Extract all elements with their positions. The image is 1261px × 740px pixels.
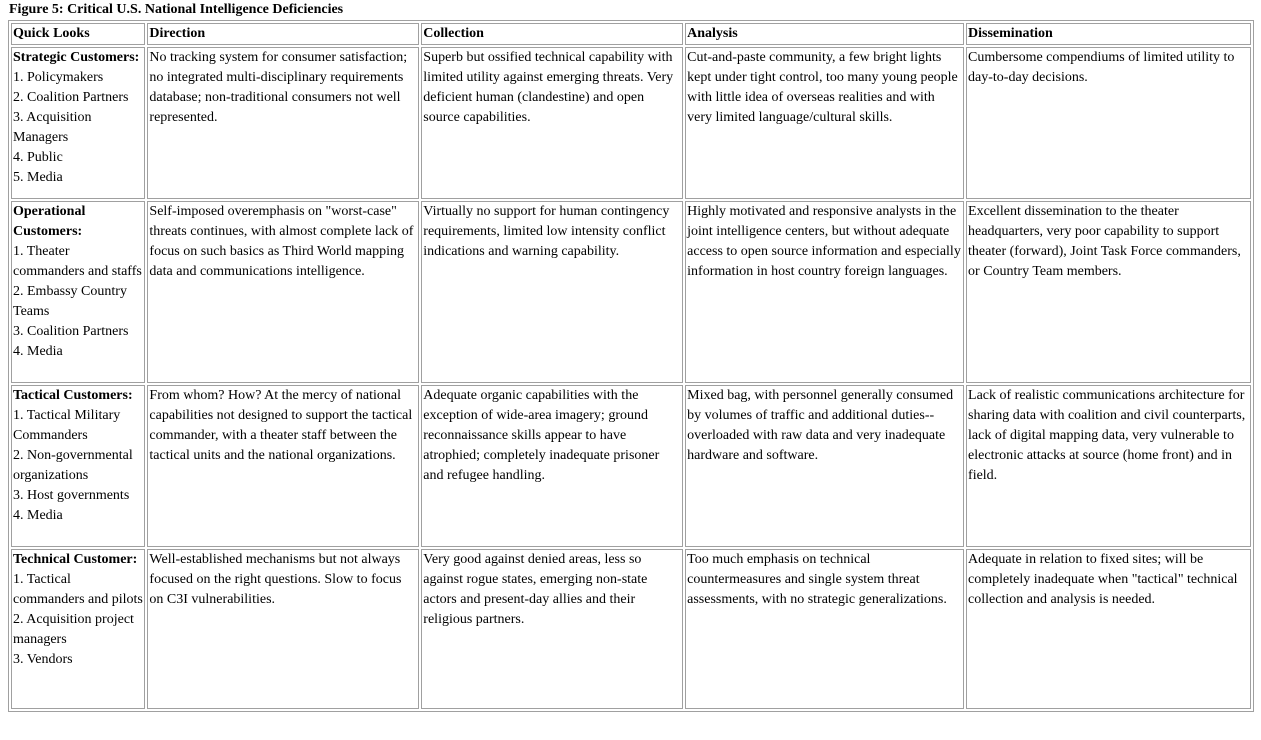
customer-item: 2. Coalition Partners: [13, 90, 129, 105]
header-direction: Direction: [147, 23, 419, 45]
table-row-strategic: [11, 47, 1251, 199]
table-row-technical: [11, 549, 1251, 709]
customer-cell: [11, 47, 145, 199]
customer-item: 1. Tactical Military Commanders: [13, 408, 121, 443]
direction-cell: From whom? How? At the mercy of national capabilities not designed to support the tactical commander, with a theater staff between the tactical units and the national organizations.: [147, 385, 419, 547]
customer-item: 4. Media: [13, 344, 63, 359]
direction-cell: Self-imposed overemphasis on "worst-case" threats continues, with almost complete lack of focus on such basics as Third World mapping data and communications intelligence.: [147, 201, 419, 383]
customer-item: 1. Theater commanders and staffs: [13, 244, 142, 279]
collection-cell: Very good against denied areas, less so against rogue states, emerging non-state actors and present-day allies and their religious partners.: [421, 549, 683, 709]
customer-list: [13, 242, 143, 362]
customer-item: 4. Public: [13, 150, 63, 165]
header-collection: Collection: [421, 23, 683, 45]
direction-cell: Well-established mechanisms but not always focused on the right questions. Slow to focus on C3I vulnerabilities.: [147, 549, 419, 709]
customer-item: 3. Host governments: [13, 488, 130, 503]
customer-item: 3. Vendors: [13, 652, 73, 667]
customer-list: [13, 406, 143, 526]
analysis-cell: Cut-and-paste community, a few bright lights kept under tight control, too many young people with little idea of overseas realities and with very limited language/cultural skills.: [685, 47, 964, 199]
customer-list: [13, 570, 143, 670]
customer-title: Tactical Customers:: [13, 388, 133, 403]
collection-cell: Superb but ossified technical capability with limited utility against emerging threats. Very deficient human (clandestine) and open source capabilities.: [421, 47, 683, 199]
figure-caption: Figure 5: Critical U.S. National Intelligence Deficiencies: [9, 2, 344, 17]
header-analysis: Analysis: [685, 23, 964, 45]
deficiencies-table: [8, 20, 1254, 712]
direction-cell: No tracking system for consumer satisfaction; no integrated multi-disciplinary requirements database; non-traditional consumers not well represented.: [147, 47, 419, 199]
header-row: [11, 23, 1251, 45]
customer-item: 4. Media: [13, 508, 63, 523]
customer-item: 1. Tactical commanders and pilots: [13, 572, 143, 607]
dissemination-cell: Adequate in relation to fixed sites; will be completely inadequate when "tactical" technical collection and analysis is needed.: [966, 549, 1251, 709]
dissemination-cell: Lack of realistic communications architecture for sharing data with coalition and civil counterparts, lack of digital mapping data, very vulnerable to electronic attacks at source (home front) and in field.: [966, 385, 1251, 547]
customer-item: 1. Policymakers: [13, 70, 104, 85]
customer-item: 3. Coalition Partners: [13, 324, 129, 339]
customer-item: 2. Acquisition project managers: [13, 612, 134, 647]
customer-item: 3. Acquisition Managers: [13, 110, 92, 145]
customer-item: 5. Media: [13, 170, 63, 185]
customer-cell: [11, 549, 145, 709]
customer-cell: [11, 201, 145, 383]
table-row-tactical: [11, 385, 1251, 547]
customer-list: [13, 68, 143, 188]
customer-cell: [11, 385, 145, 547]
analysis-cell: Mixed bag, with personnel generally consumed by volumes of traffic and additional duties-- overloaded with raw data and very inadequate hardware and software.: [685, 385, 964, 547]
collection-cell: Virtually no support for human contingency requirements, limited low intensity conflict indications and warning capability.: [421, 201, 683, 383]
dissemination-cell: Excellent dissemination to the theater headquarters, very poor capability to support theater (forward), Joint Task Force commanders, or Country Team members.: [966, 201, 1251, 383]
customer-title: Strategic Customers:: [13, 50, 140, 65]
customer-item: 2. Non-governmental organizations: [13, 448, 133, 483]
customer-title: Technical Customer:: [13, 552, 138, 567]
header-quick-looks: Quick Looks: [11, 23, 145, 45]
customer-title: Operational Customers:: [13, 204, 86, 239]
analysis-cell: Too much emphasis on technical countermeasures and single system threat assessments, with no strategic generalizations.: [685, 549, 964, 709]
customer-item: 2. Embassy Country Teams: [13, 284, 127, 319]
header-dissemination: Dissemination: [966, 23, 1251, 45]
collection-cell: Adequate organic capabilities with the exception of wide-area imagery; ground reconnaissance skills appear to have atrophied; completely inadequate prisoner and refugee handling.: [421, 385, 683, 547]
analysis-cell: Highly motivated and responsive analysts in the joint intelligence centers, but without adequate access to open source information and especially information in host country foreign languages.: [685, 201, 964, 383]
dissemination-cell: Cumbersome compendiums of limited utility to day-to-day decisions.: [966, 47, 1251, 199]
table-row-operational: [11, 201, 1251, 383]
